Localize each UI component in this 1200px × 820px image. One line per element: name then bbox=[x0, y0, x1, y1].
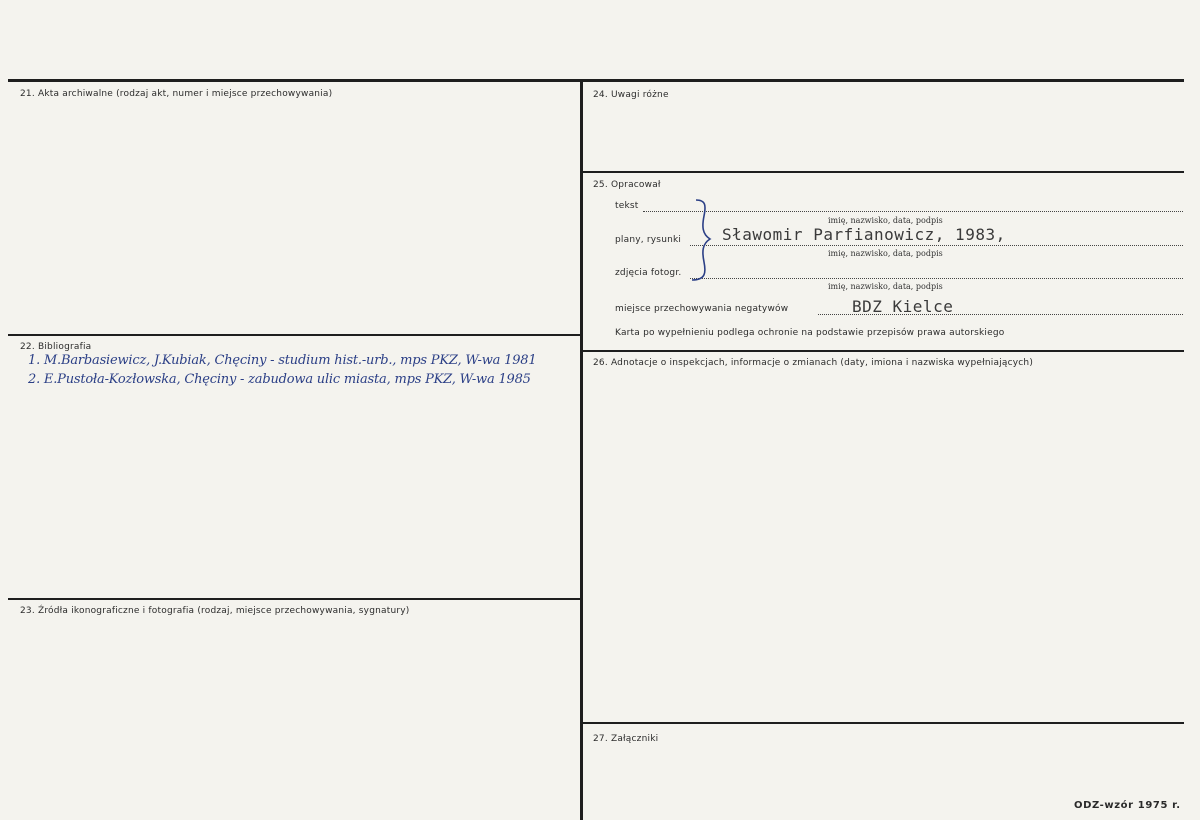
form-id: ODZ-wzór 1975 r. bbox=[1074, 800, 1181, 811]
bibliography-entry-1: 1. M.Barbasiewicz, J.Kubiak, Chęciny - studium hist.-urb., mps PKZ, W-wa 1981 bbox=[28, 353, 537, 368]
negatives-label: miejsce przechowywania negatywów bbox=[615, 304, 789, 314]
row-tekst-line bbox=[643, 211, 1183, 212]
section-24-label: 24. Uwagi różne bbox=[593, 90, 669, 100]
section-26-label: 26. Adnotacje o inspekcjach, informacje o zmianach (daty, imiona i nazwiska wypełniających) bbox=[593, 358, 1034, 368]
row-plany-label: plany, rysunki bbox=[615, 235, 682, 245]
section-27-label: 27. Załączniki bbox=[593, 734, 659, 744]
rule-21-22 bbox=[8, 334, 581, 336]
row-plany-caption: imię, nazwisko, data, podpis bbox=[828, 249, 943, 258]
curly-brace-icon bbox=[686, 198, 716, 282]
copyright-note: Karta po wypełnieniu podlega ochronie na podstawie przepisów prawa autorskiego bbox=[615, 328, 1005, 338]
bibliography-entry-2: 2. E.Pustoła-Kozłowska, Chęciny - zabudowa ulic miasta, mps PKZ, W-wa 1985 bbox=[28, 372, 531, 387]
section-23-label: 23. Źródła ikonograficzne i fotografia (rodzaj, miejsce przechowywania, sygnatury) bbox=[20, 606, 410, 616]
author-typed: Sławomir Parfianowicz, 1983, bbox=[722, 225, 1006, 244]
section-21-label: 21. Akta archiwalne (rodzaj akt, numer i miejsce przechowywania) bbox=[20, 89, 333, 99]
row-tekst-label: tekst bbox=[615, 201, 639, 211]
row-plany-line bbox=[690, 245, 1183, 246]
row-zdjecia-line bbox=[690, 278, 1183, 279]
section-25-label: 25. Opracował bbox=[593, 180, 661, 190]
rule-24-25 bbox=[582, 171, 1184, 173]
top-rule bbox=[8, 79, 1184, 82]
column-divider bbox=[580, 80, 583, 820]
row-zdjecia-caption: imię, nazwisko, data, podpis bbox=[828, 282, 943, 291]
row-tekst-caption: imię, nazwisko, data, podpis bbox=[828, 216, 943, 225]
rule-26-27 bbox=[582, 722, 1184, 724]
rule-22-23 bbox=[8, 598, 581, 600]
row-zdjecia-label: zdjęcia fotogr. bbox=[615, 268, 682, 278]
section-22-label: 22. Bibliografia bbox=[20, 342, 92, 352]
negatives-value: BDZ Kielce bbox=[852, 297, 954, 316]
rule-25-26 bbox=[582, 350, 1184, 352]
